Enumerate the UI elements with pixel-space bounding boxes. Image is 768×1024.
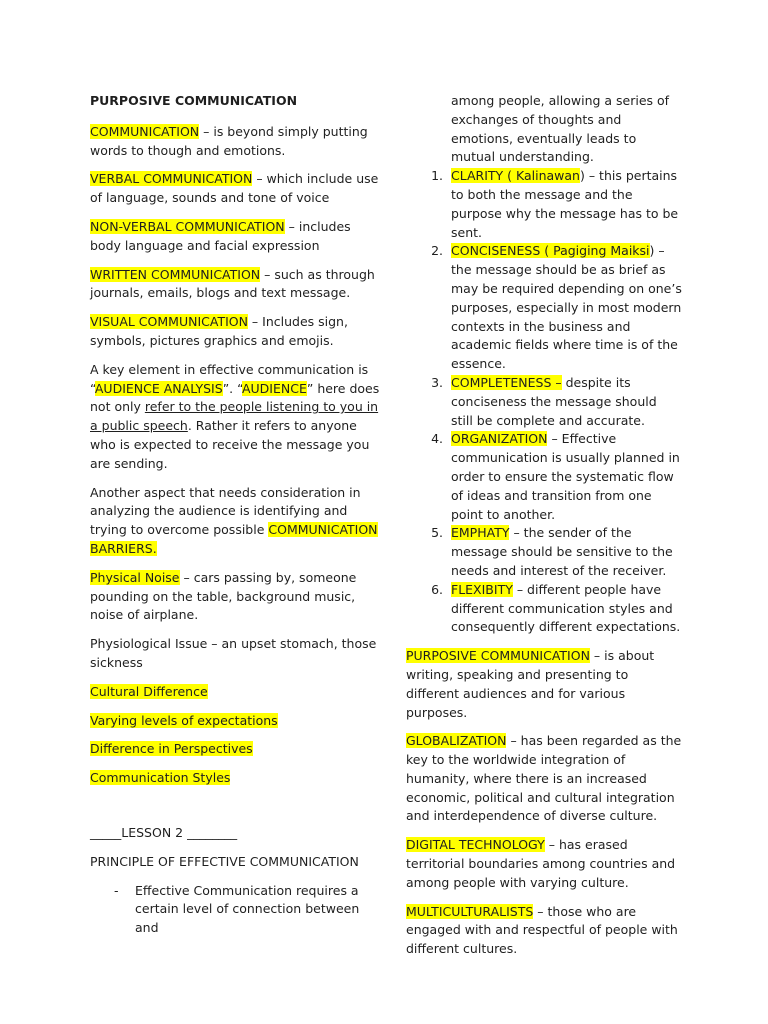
term-verbal: VERBAL COMMUNICATION xyxy=(90,171,253,187)
term-multiculturalists: MULTICULTURALISTS xyxy=(406,903,534,919)
definition-text: – has been regarded as the key to the worldwide integration of humanity, where there is an increased economic, political and cultural integration and interdependence of diverse culture. xyxy=(406,733,682,824)
principle-term: ORGANIZATION xyxy=(451,431,548,447)
barrier-item xyxy=(90,740,380,759)
principle-heading: PRINCIPLE OF EFFECTIVE COMMUNICATION xyxy=(90,853,359,869)
list-item xyxy=(406,524,682,580)
list-number: 6. xyxy=(431,581,443,597)
definition-communication xyxy=(90,123,380,161)
definition-verbal xyxy=(90,170,380,208)
barrier-item xyxy=(90,769,380,788)
list-item xyxy=(406,430,682,524)
definition-text: – is beyond simply putting words to though and emotions. xyxy=(90,123,368,158)
paragraph-text: ”. “ xyxy=(222,380,242,396)
term-audience: AUDIENCE xyxy=(241,380,307,396)
paragraph-text: . Rather it refers to anyone who is expected to receive the message you are sending. xyxy=(90,418,370,471)
principle-text: – the sender of the message should be sensitive to the needs and interest of the receiver. xyxy=(451,525,673,578)
paragraph-text: A key element in effective communication is “ xyxy=(90,361,369,396)
list-number: 4. xyxy=(431,431,443,447)
list-number: 5. xyxy=(431,525,443,541)
list-number: 2. xyxy=(431,243,443,259)
term-digital-technology: DIGITAL TECHNOLOGY xyxy=(406,837,545,853)
definition-text: – has erased territorial boundaries among countries and among people with varying culture. xyxy=(406,837,676,890)
underlined-phrase: refer to the people listening to you in a public speech xyxy=(90,399,379,434)
paragraph-text: Another aspect that needs consideration in analyzing the audience is identifying and trying to overcome possible xyxy=(90,484,361,538)
barrier-label: Varying levels of expectations xyxy=(90,712,278,728)
principles-list xyxy=(406,167,682,637)
document-title: PURPOSIVE COMMUNICATION xyxy=(90,93,298,108)
definition-text: – which include use of language, sounds and tone of voice xyxy=(90,171,379,206)
barrier-item xyxy=(90,712,380,731)
paragraph-text: – cars passing by, someone pounding on the table, background music, noise of airplane. xyxy=(90,569,357,623)
list-item xyxy=(90,882,380,938)
definition-digital xyxy=(406,836,682,892)
principle-text: – different people have different communication styles and consequently different expectations. xyxy=(451,581,681,635)
barrier-label: Communication Styles xyxy=(90,770,231,786)
definition-globalization xyxy=(406,732,682,826)
barriers-paragraph xyxy=(90,484,380,559)
definition-text: – those who are engaged with and respectful of people with different cultures. xyxy=(406,903,678,957)
left-column xyxy=(90,92,380,938)
barrier-label: Difference in Perspectives xyxy=(90,741,253,757)
list-number: 1. xyxy=(431,168,443,184)
term-written: WRITTEN COMMUNICATION xyxy=(90,266,261,282)
term-communication-barriers: COMMUNICATION BARRIERS. xyxy=(90,522,378,556)
barrier-label: Cultural Difference xyxy=(90,683,208,699)
bullet-continuation: among people, allowing a series of exchanges of thoughts and emotions, eventually leads to mutual understanding. xyxy=(451,93,670,165)
term-audience-analysis: AUDIENCE ANALYSIS xyxy=(94,380,223,396)
definition-purposive xyxy=(406,647,682,722)
list-number: 3. xyxy=(431,374,443,390)
barrier-item xyxy=(90,683,380,702)
list-item xyxy=(406,374,682,430)
list-item xyxy=(406,581,682,637)
term-nonverbal: NON-VERBAL COMMUNICATION xyxy=(90,218,285,234)
list-item xyxy=(406,242,682,374)
term-communication: COMMUNICATION xyxy=(90,123,200,139)
audience-analysis-paragraph xyxy=(90,361,380,474)
bullet-list xyxy=(90,882,380,938)
definition-written xyxy=(90,266,380,304)
definition-text: – Includes sign, symbols, pictures graphics and emojis. xyxy=(90,314,348,348)
definition-text: – includes body language and facial expression xyxy=(90,218,351,253)
principle-term: EMPHATY xyxy=(451,525,510,541)
term-physical-noise: Physical Noise xyxy=(90,569,180,585)
term-purposive-communication: PURPOSIVE COMMUNICATION xyxy=(406,648,590,664)
definition-multicultural xyxy=(406,903,682,959)
spacer xyxy=(90,798,380,824)
principle-term: FLEXIBITY xyxy=(451,581,513,597)
dash-bullet: - xyxy=(114,882,119,898)
definition-text: – is about writing, speaking and presenting to different audiences and for various purposes. xyxy=(406,648,655,720)
term-visual: VISUAL COMMUNICATION xyxy=(90,314,248,330)
physical-noise-paragraph xyxy=(90,569,380,625)
paragraph-text: ” here does not only xyxy=(90,380,380,415)
definition-text: – such as through journals, emails, blogs and text message. xyxy=(90,266,375,301)
right-column xyxy=(406,92,682,969)
principle-text: ) – this pertains to both the message and the purpose why the message has to be sent. xyxy=(451,168,679,240)
principle-term: COMPLETENESS – xyxy=(451,374,562,390)
term-globalization: GLOBALIZATION xyxy=(406,733,507,749)
principle-term: CLARITY ( Kalinawan xyxy=(451,168,580,184)
principle-text: ) – the message should be as brief as may be required depending on one’s purposes, especially in most modern contexts in the business and academic fields where time is of the essence. xyxy=(451,243,682,372)
physiological-paragraph: Physiological Issue – an upset stomach, those sickness xyxy=(90,636,377,670)
bullet-text: Effective Communication requires a certain level of connection between and xyxy=(135,882,360,936)
principle-term: CONCISENESS ( Pagiging Maiksi xyxy=(451,243,650,259)
list-item xyxy=(406,167,682,242)
principle-text: – Effective communication is usually planned in order to ensure the systematic flow of ideas and transition from one point to another. xyxy=(451,431,680,522)
principle-text: despite its conciseness the message should still be complete and accurate. xyxy=(451,374,657,428)
definition-nonverbal xyxy=(90,218,380,256)
definition-visual xyxy=(90,313,380,351)
lesson-heading: _____LESSON 2 ________ xyxy=(90,824,238,840)
